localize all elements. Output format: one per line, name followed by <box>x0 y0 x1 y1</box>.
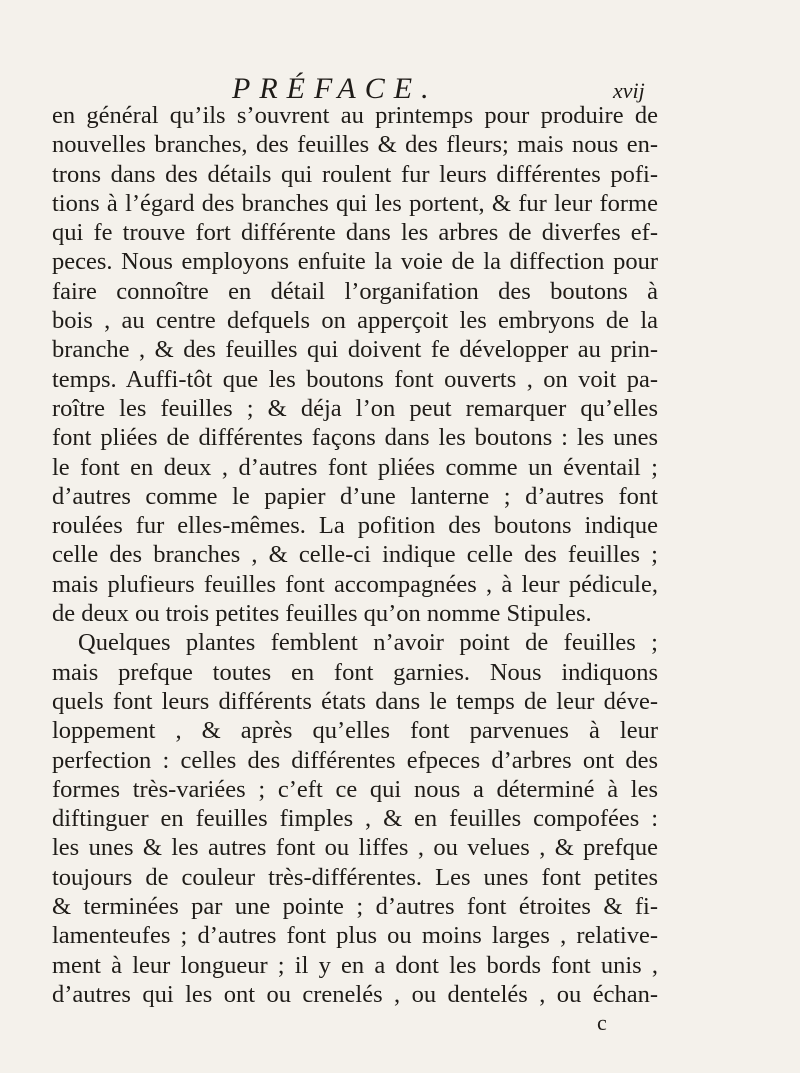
text-line: mais plufieurs feuilles font accompagnées , à leur pédicule, <box>52 570 658 598</box>
text-line: quels font leurs différents états dans le temps de leur déve- <box>52 687 658 715</box>
text-line: loppement , & après qu’elles font parvenues à leur <box>52 717 658 745</box>
text-line: nouvelles branches, des feuilles & des fleurs; mais nous en- <box>52 131 658 159</box>
text-line: d’autres qui les ont ou crenelés , ou dentelés , ou échan- <box>52 980 658 1008</box>
text-line: perfection : celles des différentes efpeces d’arbres ont des <box>52 746 658 774</box>
text-line: toujours de couleur très-différentes. Les unes font petites <box>52 863 658 891</box>
text-line: faire connoître en détail l’organifation des boutons à <box>52 277 658 305</box>
text-line: celle des branches , & celle-ci indique celle des feuilles ; <box>52 541 658 569</box>
text-line: trons dans des détails qui roulent fur leurs différentes pofi- <box>52 160 658 188</box>
text-line: d’autres comme le papier d’une lanterne ; d’autres font <box>52 482 658 510</box>
text-line: & terminées par une pointe ; d’autres font étroites & fi- <box>52 893 658 921</box>
text-line: font pliées de différentes façons dans les boutons : les unes <box>52 424 658 452</box>
text-line: bois , au centre defquels on apperçoit les embryons de la <box>52 307 658 335</box>
text-line: branche , & des feuilles qui doivent fe développer au prin- <box>52 336 658 364</box>
text-line: formes très-variées ; c’eft ce qui nous a déterminé à les <box>52 775 658 803</box>
page-number: xvij <box>613 78 645 103</box>
text-line: diftinguer en feuilles fimples , & en feuilles compofées : <box>52 805 658 833</box>
running-title: PRÉFACE. <box>232 72 438 105</box>
text-line: roître les feuilles ; & déja l’on peut remarquer qu’elles <box>52 394 658 422</box>
text-line: ment à leur longueur ; il y en a dont les bords font unis , <box>52 951 658 979</box>
text-line: les unes & les autres font ou liffes , ou velues , & prefque <box>52 834 658 862</box>
text-line: de deux ou trois petites feuilles qu’on nomme Stipules. <box>52 600 592 628</box>
text-line: Quelques plantes femblent n’avoir point de feuilles ; <box>78 629 658 657</box>
signature-mark: c <box>597 1010 607 1035</box>
text-line: roulées fur elles-mêmes. La pofition des boutons indique <box>52 512 658 540</box>
text-line: qui fe trouve fort différente dans les arbres de diverfes ef- <box>52 219 658 247</box>
text-line: peces. Nous employons enfuite la voie de la diffection pour <box>52 248 658 276</box>
text-line: lamenteufes ; d’autres font plus ou moins larges , relative- <box>52 922 658 950</box>
text-line: mais prefque toutes en font garnies. Nous indiquons <box>52 658 658 686</box>
text-line: en général qu’ils s’ouvrent au printemps pour produire de <box>52 102 658 129</box>
text-line: le font en deux , d’autres font pliées comme un éventail ; <box>52 453 658 481</box>
text-line: tions à l’égard des branches qui les portent, & fur leur forme <box>52 189 658 217</box>
text-line: temps. Auffi-tôt que les boutons font ouverts , on voit pa- <box>52 365 658 393</box>
body-text <box>52 101 658 1009</box>
